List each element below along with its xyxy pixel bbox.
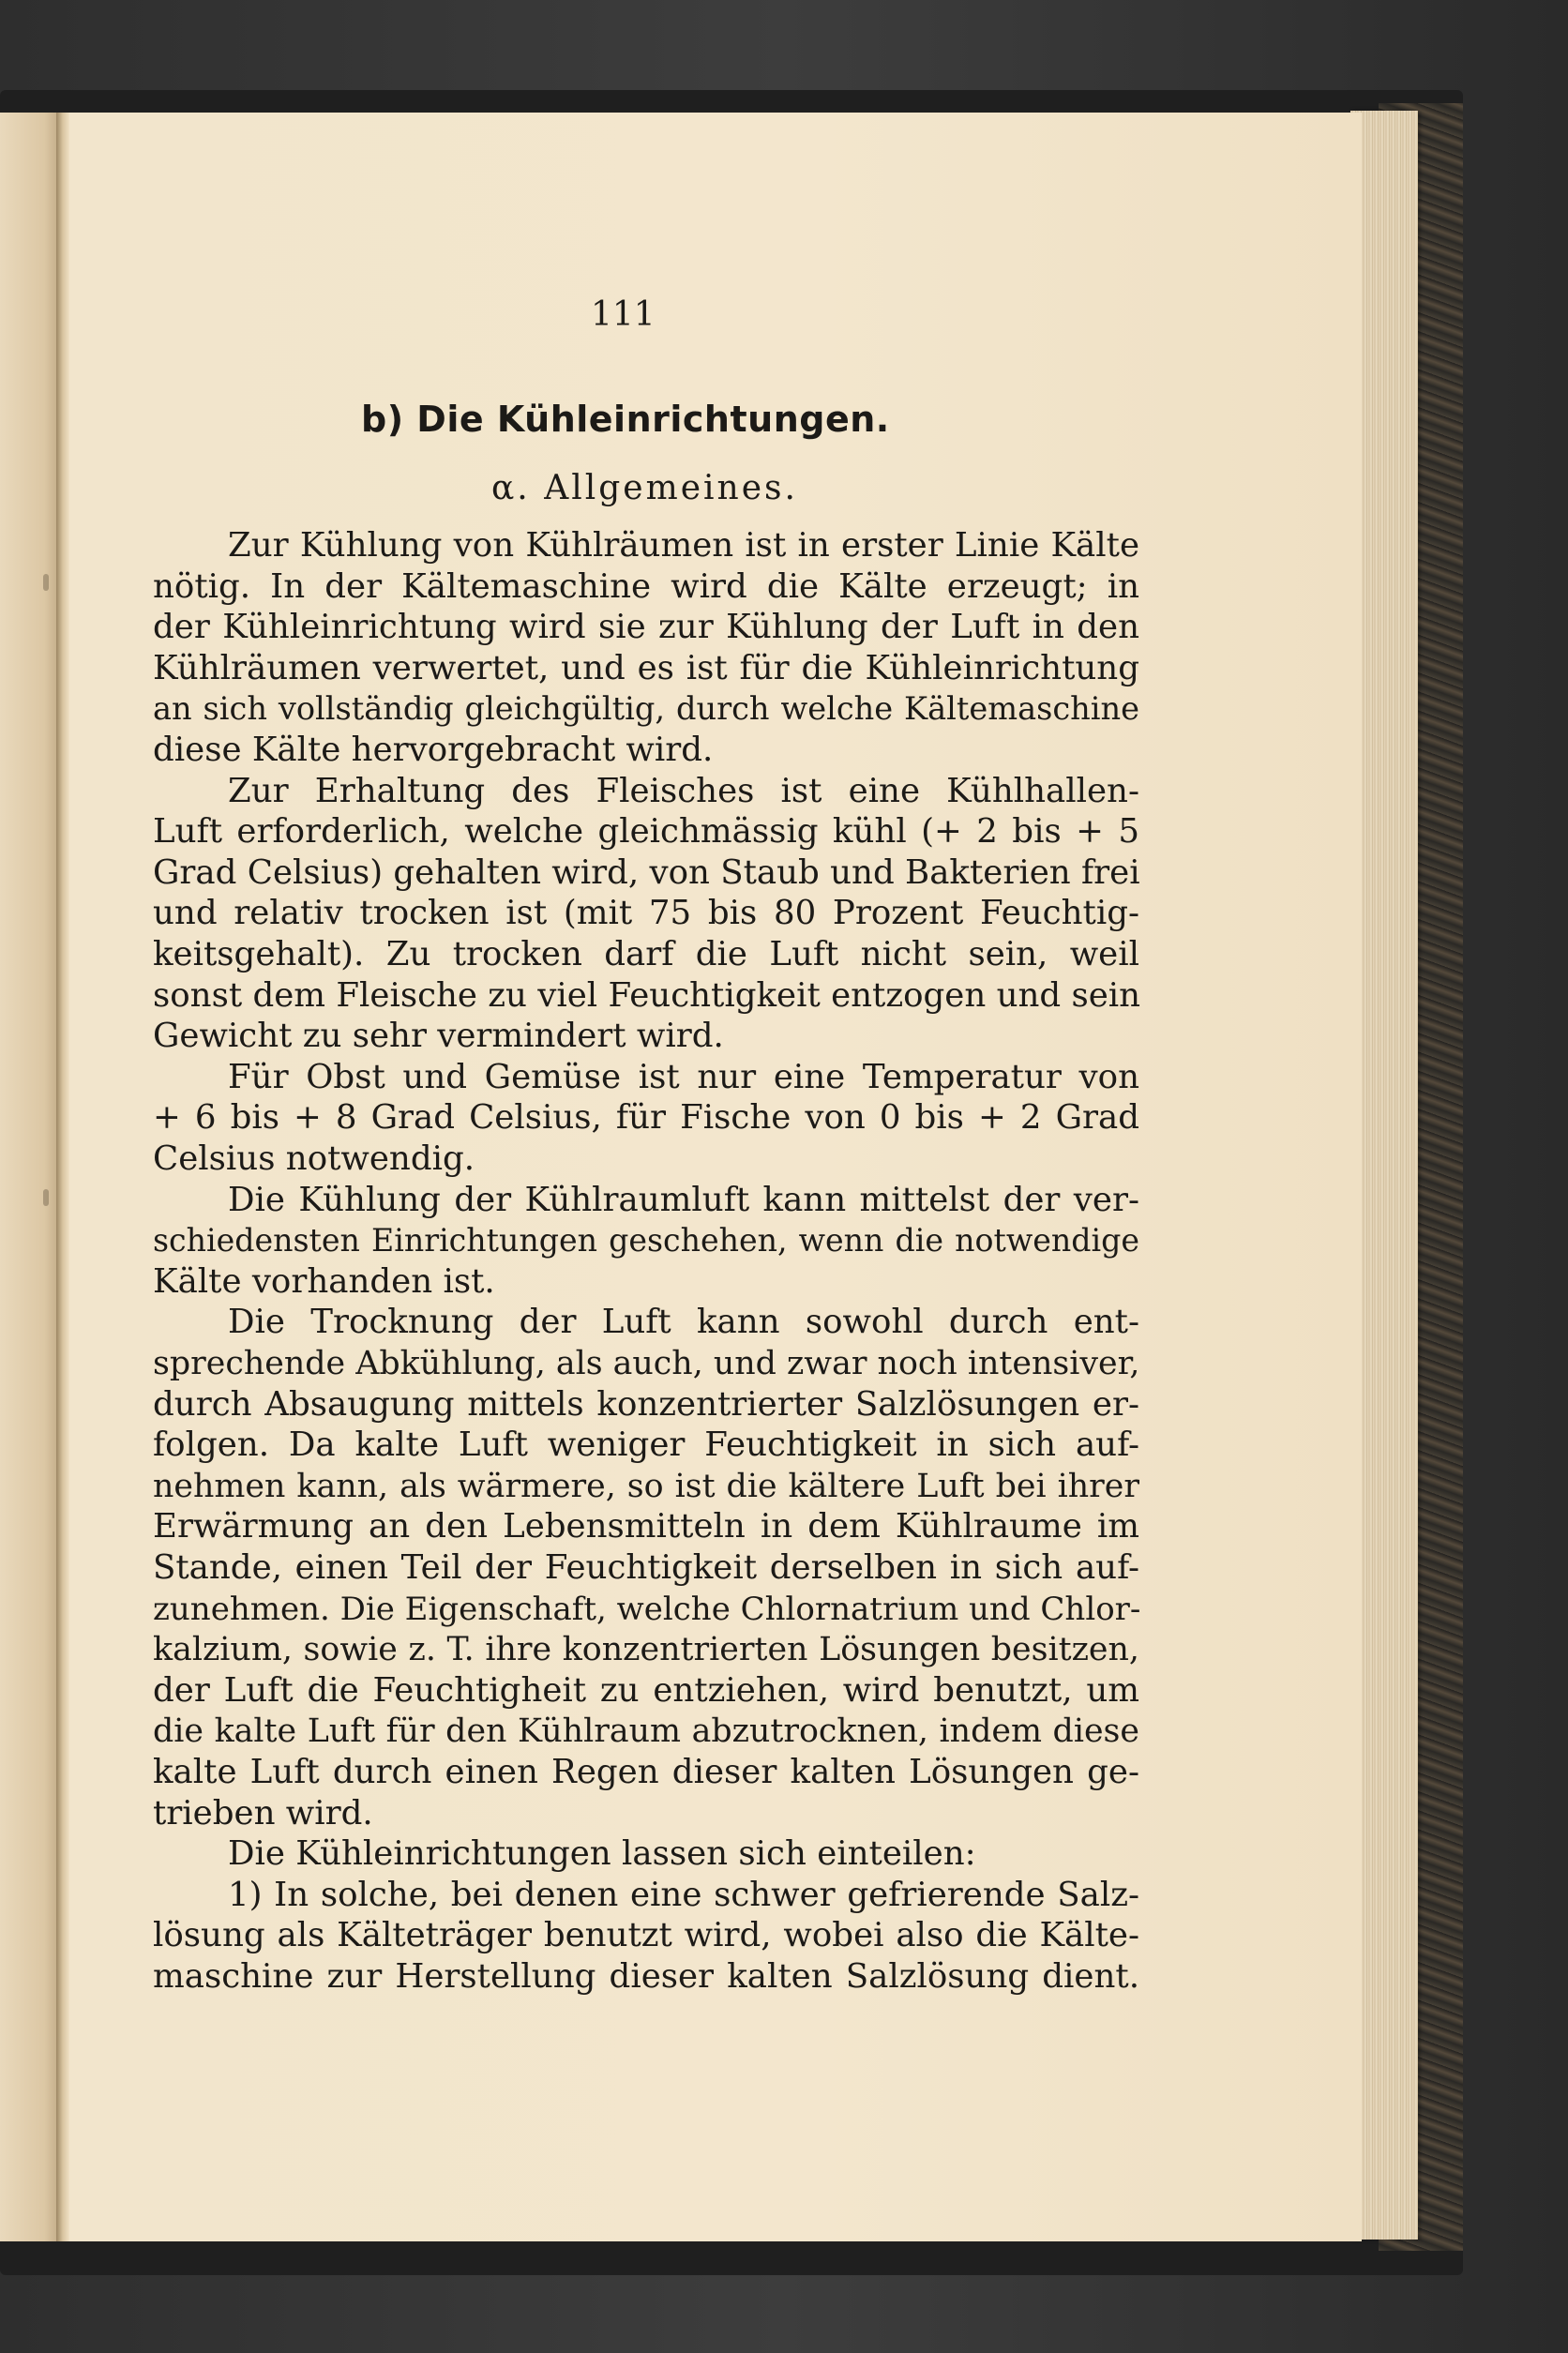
- text-line: Zur Erhaltung des Fleisches ist eine Kühlhallen-: [228, 771, 1139, 810]
- text-line: schiedensten Einrichtungen geschehen, wenn die notwendige: [153, 1222, 1139, 1259]
- text-line: Stande, einen Teil der Feuchtigkeit derselben in sich auf-: [153, 1548, 1139, 1587]
- text-line: + 6 bis + 8 Grad Celsius, für Fische von 0 bis + 2 Grad: [153, 1098, 1139, 1138]
- text-line: Kühlräumen verwertet, und es ist für die Kühleinrichtung: [153, 648, 1139, 687]
- text-line: Gewicht zu sehr vermindert wird.: [153, 1017, 724, 1056]
- text-line: maschine zur Herstellung dieser kalten Salzlösung dient.: [153, 1957, 1139, 1996]
- text-line: der Luft die Feuchtigheit zu entziehen, wird benutzt, um: [153, 1670, 1139, 1710]
- text-line: trieben wird.: [153, 1793, 373, 1833]
- text-line: Kälte vorhanden ist.: [153, 1261, 495, 1301]
- text-line: Grad Celsius) gehalten wird, von Staub und Bakterien frei: [153, 852, 1140, 892]
- text-line: an sich vollständig gleichgültig, durch welche Kältemaschine: [153, 690, 1139, 728]
- text-line: 1) In solche, bei denen eine schwer gefrierende Salz-: [228, 1875, 1139, 1914]
- text-line: Für Obst und Gemüse ist nur eine Temperatur von: [228, 1057, 1139, 1096]
- text-line: kalzium, sowie z. T. ihre konzentrierten Lösungen besitzen,: [153, 1631, 1139, 1669]
- text-line: Celsius notwendig.: [153, 1139, 475, 1178]
- text-line: kalte Luft durch einen Regen dieser kalten Lösungen ge-: [153, 1753, 1139, 1791]
- text-line: Luft erforderlich, welche gleichmässig kühl (+ 2 bis + 5: [153, 812, 1139, 852]
- text-line: diese Kälte hervorgebracht wird.: [153, 731, 714, 769]
- text-line: sonst dem Fleische zu viel Feuchtigkeit entzogen und sein: [153, 975, 1141, 1015]
- text-line: Die Kühlung der Kühlraumluft kann mittelst der ver-: [228, 1180, 1139, 1219]
- text-line: durch Absaugung mittels konzentrierter Salzlösungen er-: [153, 1384, 1139, 1424]
- page-number: 111: [591, 295, 656, 334]
- text-line: sprechende Abkühlung, als auch, und zwar noch intensiver,: [153, 1345, 1140, 1382]
- text-line: nötig. In der Kältemaschine wird die Kälte erzeugt; in: [153, 566, 1139, 606]
- section-heading: b) Die Kühleinrichtungen.: [361, 399, 890, 440]
- text-line: Erwärmung an den Lebensmitteln in dem Kühlraume im: [153, 1507, 1139, 1546]
- text-line: der Kühleinrichtung wird sie zur Kühlung der Luft in den: [153, 608, 1139, 647]
- subsection-heading: α. Allgemeines.: [491, 469, 798, 507]
- text-line: folgen. Da kalte Luft weniger Feuchtigkeit in sich auf-: [153, 1425, 1139, 1465]
- text-line: Zur Kühlung von Kühlräumen ist in erster Linie Kälte: [228, 526, 1139, 565]
- left-page-sliver: [0, 113, 64, 2241]
- text-line: lösung als Kälteträger benutzt wird, wobei also die Kälte-: [153, 1916, 1139, 1955]
- text-line: Die Kühleinrichtungen lassen sich einteilen:: [228, 1834, 976, 1874]
- binding-mark: [43, 1189, 49, 1206]
- text-line: Die Trocknung der Luft kann sowohl durch ent-: [228, 1303, 1139, 1342]
- text-line: und relativ trocken ist (mit 75 bis 80 Prozent Feuchtig-: [153, 894, 1139, 933]
- text-line: nehmen kann, als wärmere, so ist die kältere Luft bei ihrer: [153, 1467, 1139, 1505]
- text-line: keitsgehalt). Zu trocken darf die Luft nicht sein, weil: [153, 935, 1139, 973]
- text-line: die kalte Luft für den Kühlraum abzutrocknen, indem diese: [153, 1712, 1139, 1751]
- page-gutter: [56, 113, 69, 2241]
- binding-mark: [43, 574, 49, 591]
- text-line: zunehmen. Die Eigenschaft, welche Chlornatrium und Chlor-: [153, 1590, 1141, 1628]
